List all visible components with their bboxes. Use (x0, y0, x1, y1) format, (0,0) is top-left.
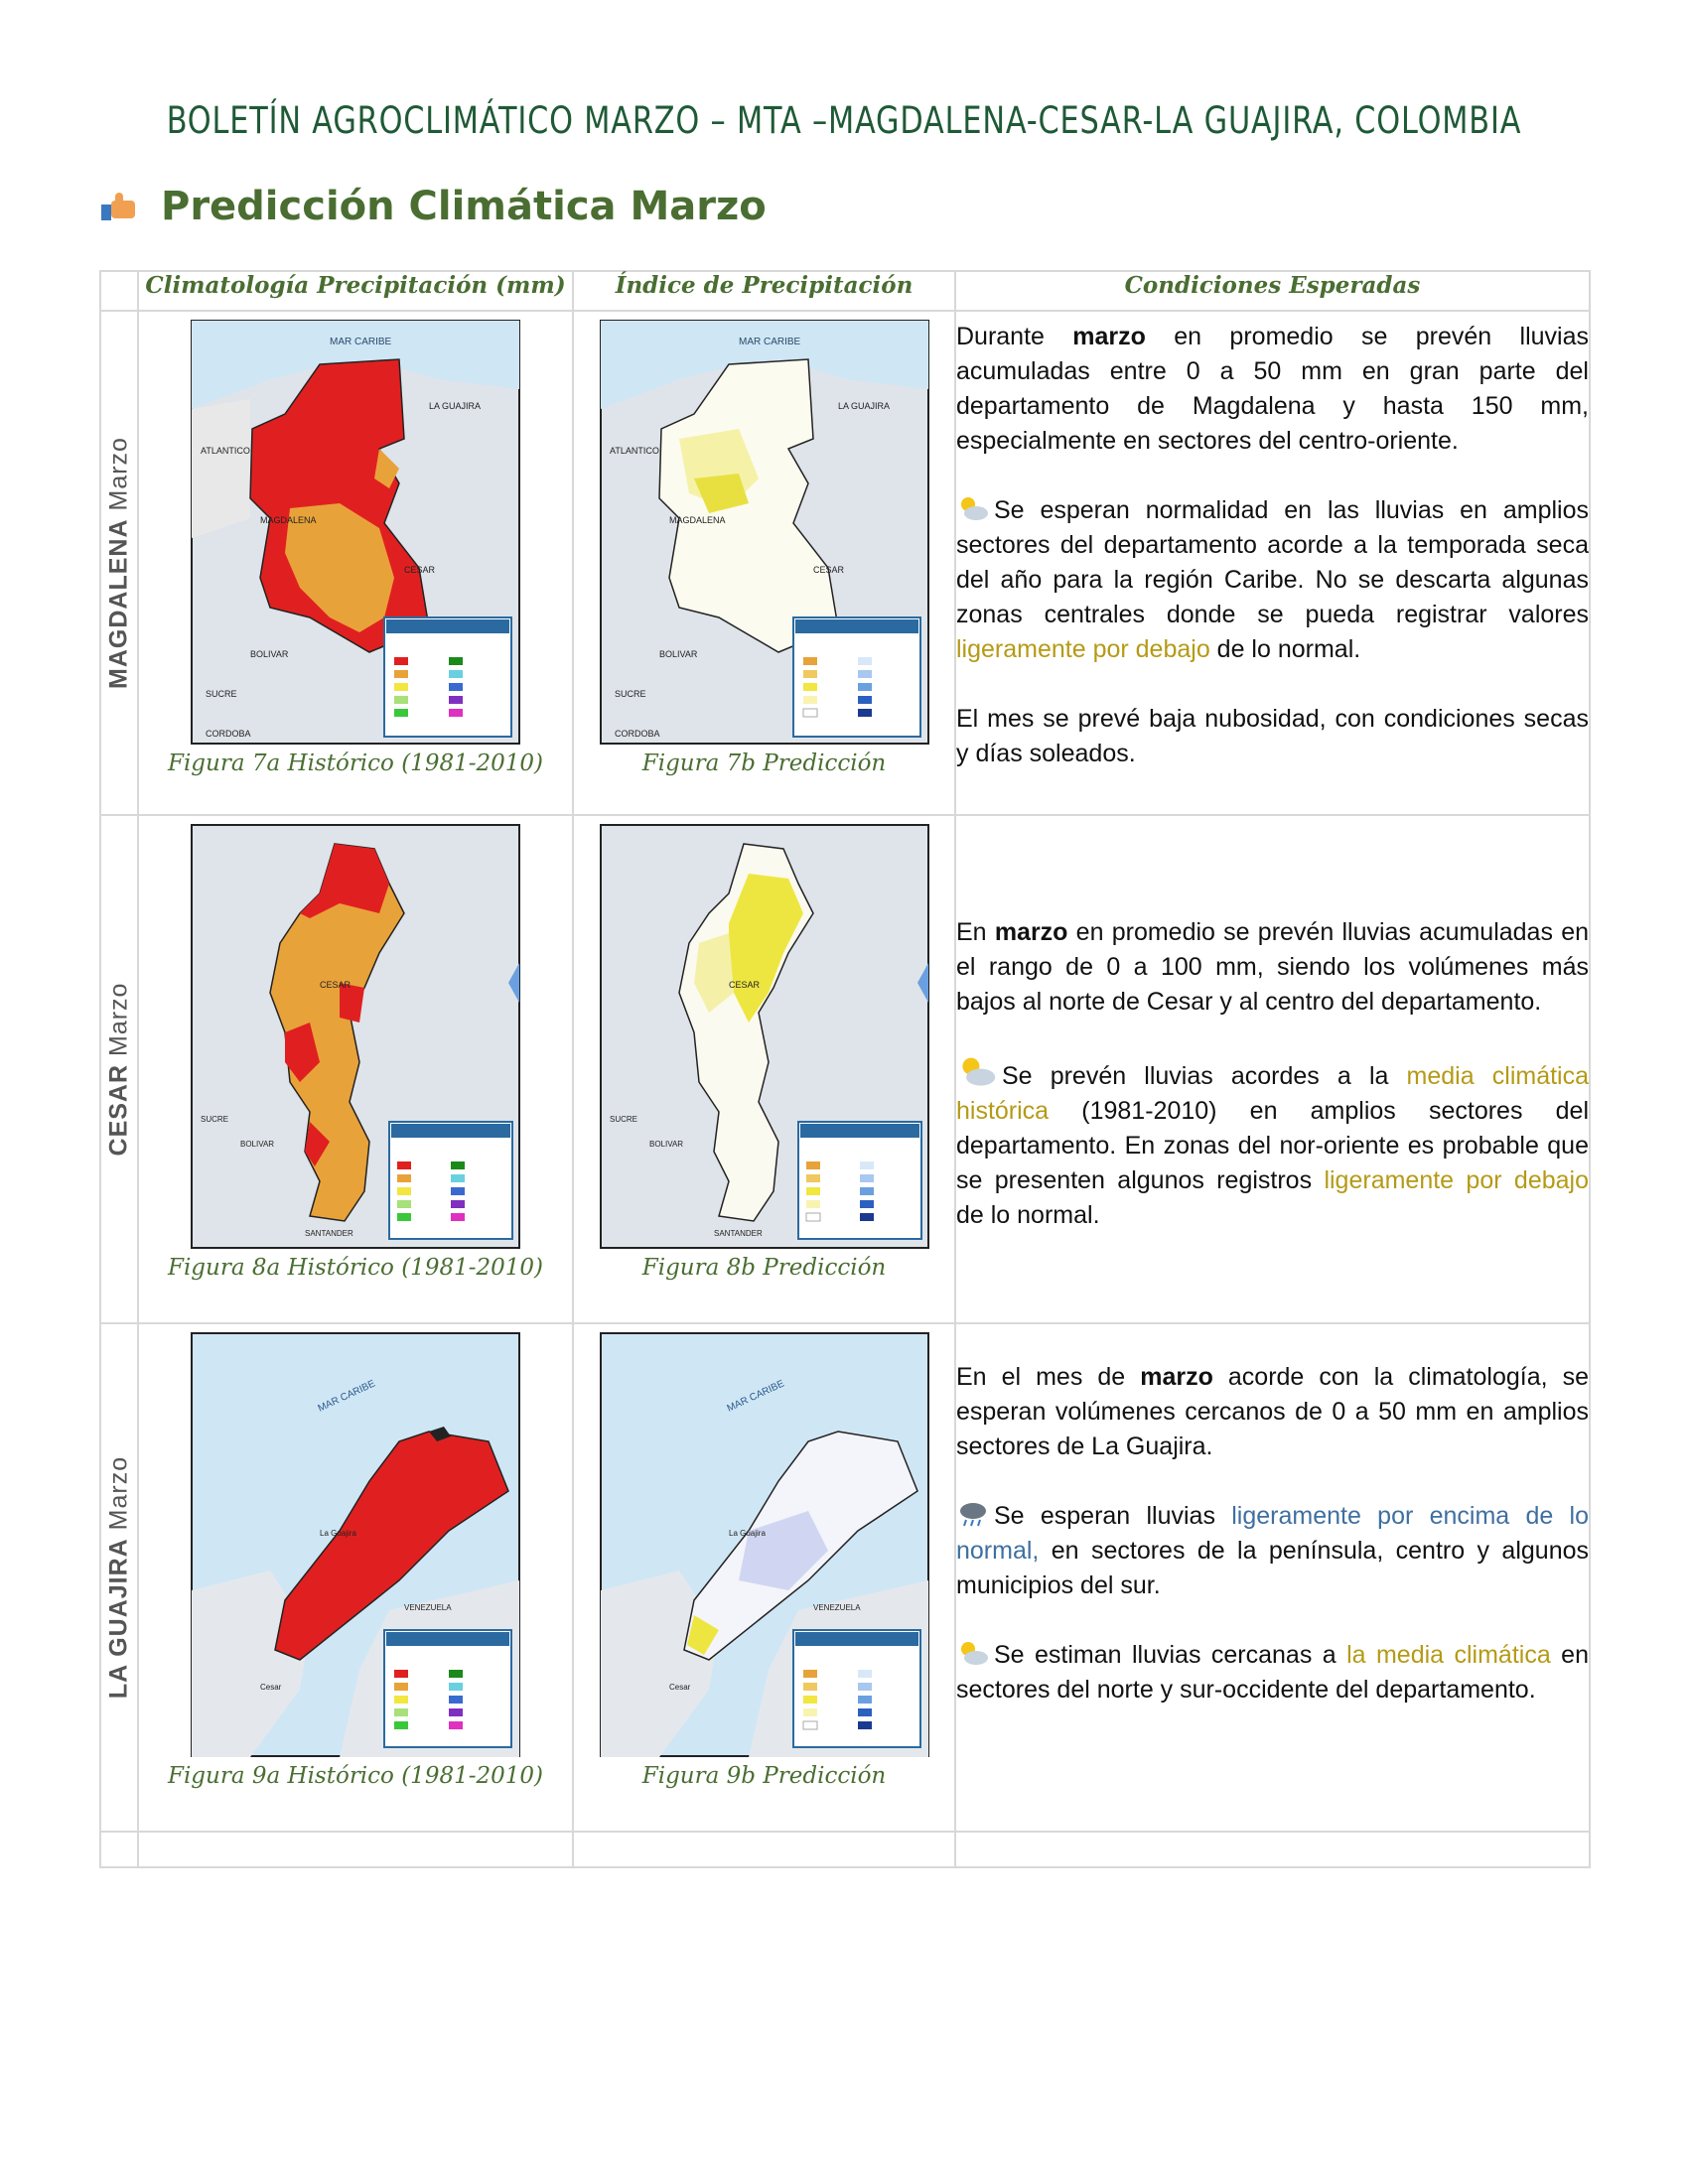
map-label-cordoba: CORDOBA (206, 729, 251, 739)
map-cell-9b (573, 1323, 955, 1832)
map-label-cordoba-b: CORDOBA (614, 729, 660, 739)
map-label-guajira-9b: La Guajira (728, 1529, 766, 1538)
corner-cell (100, 271, 138, 311)
column-header-historic: Climatología Precipitación (mm) (138, 271, 573, 311)
map-cell-9a (138, 1323, 573, 1832)
map-label-venezuela-9a: VENEZUELA (404, 1603, 452, 1612)
table-row-guajira (100, 1323, 1590, 1832)
forecast-table (99, 270, 1591, 1868)
paragraph-2: Se prevén lluvias acordes a la media climática histórica (1981-2010) en amplios sectores del departamento. En zonas del nor-oriente es probable que se presenten algunos registros ligeramente por debajo de lo normal. (956, 1054, 1589, 1233)
conditions-magdalena (955, 311, 1590, 815)
bulletin-header: BOLETÍN AGROCLIMÁTICO MARZO – MTA –MAGDALENA-CESAR-LA GUAJIRA, COLOMBIA (166, 99, 1522, 142)
paragraph-1: En el mes de marzo acorde con la climatología, se esperan volúmenes cercanos de 0 a 50 mm en amplios sectores de La Guajira. (956, 1363, 1589, 1460)
map-cell-7b (573, 311, 955, 815)
partly-cloudy-icon (956, 1054, 998, 1088)
map-label-bolivar-8a: BOLIVAR (240, 1140, 275, 1149)
paragraph-3: El mes se prevé baja nubosidad, con condiciones secas y días soleados. (956, 705, 1589, 767)
column-header-index: Índice de Precipitación (573, 271, 955, 311)
map-cell-8b (573, 815, 955, 1323)
table-row-magdalena (100, 311, 1590, 815)
column-header-conditions: Condiciones Esperadas (955, 271, 1590, 311)
figure-caption-7b: Figura 7b Predicción (641, 751, 887, 776)
row-label-guajira: LA GUAJIRA Marzo (100, 1323, 138, 1832)
section-title-text: Predicción Climática Marzo (161, 184, 767, 229)
map-label-sucre-b: SUCRE (614, 689, 646, 699)
map-cell-7a (138, 311, 573, 815)
thumbs-up-icon (99, 193, 139, 220)
map-label-cesar-8b: CESAR (728, 980, 760, 990)
figure-caption-9b: Figura 9b Predicción (641, 1763, 887, 1789)
figure-caption-9a: Figura 9a Histórico (1981-2010) (167, 1763, 543, 1789)
map-8b-prediction (600, 824, 929, 1249)
map-label-sea: MAR CARIBE (330, 337, 392, 347)
row-label-cesar: CESAR Marzo (100, 815, 138, 1323)
map-label-cesar-8a: CESAR (320, 980, 352, 990)
figure-caption-7a: Figura 7a Histórico (1981-2010) (167, 751, 543, 776)
map-label-magdalena-b: MAGDALENA (668, 515, 726, 525)
conditions-cesar (955, 815, 1590, 1323)
map-label-sucre: SUCRE (206, 689, 237, 699)
table-row-empty (100, 1832, 1590, 1867)
paragraph-2: Se esperan lluvias ligeramente por encima de lo normal, en sectores de la península, centro y algunos municipios del sur. (956, 1502, 1589, 1599)
map-label-santander-8b: SANTANDER (713, 1229, 763, 1238)
table-row-cesar (100, 815, 1590, 1323)
map-9a-historic (191, 1332, 520, 1757)
map-label-cesar-b: CESAR (812, 565, 844, 575)
rain-cloud-icon (956, 1500, 990, 1528)
map-9b-prediction (600, 1332, 929, 1757)
figure-caption-8a: Figura 8a Histórico (1981-2010) (167, 1255, 543, 1281)
map-label-cesar-9b: Cesar (668, 1683, 690, 1692)
map-7a-historic (191, 320, 520, 745)
map-label-guajira: LA GUAJIRA (429, 401, 482, 411)
map-label-guajira-b: LA GUAJIRA (837, 401, 890, 411)
map-label-cesar: CESAR (404, 565, 436, 575)
map-label-sea-b: MAR CARIBE (738, 337, 800, 347)
map-8a-historic (191, 824, 520, 1249)
map-label-sea-9b: MAR CARIBE (725, 1378, 786, 1415)
partly-sunny-icon (956, 1639, 990, 1667)
map-cell-8a (138, 815, 573, 1323)
paragraph-1: En marzo en promedio se prevén lluvias acumuladas en el rango de 0 a 100 mm, siendo los volúmenes más bajos al norte de Cesar y al centro del departamento. (956, 918, 1589, 1016)
map-7b-prediction (600, 320, 929, 745)
map-label-cesar-9a: Cesar (260, 1683, 282, 1692)
map-label-santander-8a: SANTANDER (305, 1229, 353, 1238)
map-label-sucre-8b: SUCRE (609, 1115, 637, 1124)
paragraph-1: Durante marzo en promedio se prevén lluvias acumuladas entre 0 a 50 mm en gran parte del departamento de Magdalena y hasta 150 mm, especialmente en sectores del centro-oriente. (956, 323, 1590, 455)
partly-sunny-icon (956, 494, 990, 522)
paragraph-3: Se estiman lluvias cercanas a la media climática en sectores del norte y sur-occidente del departamento. (956, 1641, 1589, 1704)
map-label-guajira-9a: La Guajira (320, 1529, 356, 1538)
map-label-bolivar-8b: BOLIVAR (648, 1140, 683, 1149)
map-label-sucre-8a: SUCRE (201, 1115, 229, 1124)
section-title (99, 184, 767, 229)
map-label-bolivar: BOLIVAR (250, 649, 289, 659)
map-label-bolivar-b: BOLIVAR (658, 649, 697, 659)
figure-caption-8b: Figura 8b Predicción (641, 1255, 887, 1281)
conditions-guajira (955, 1323, 1590, 1832)
row-label-magdalena: MAGDALENA Marzo (100, 311, 138, 815)
map-label-magdalena: MAGDALENA (260, 515, 317, 525)
map-label-atlantico-b: ATLANTICO (609, 446, 659, 456)
map-label-venezuela-9b: VENEZUELA (812, 1603, 861, 1612)
map-label-atlantico: ATLANTICO (201, 446, 250, 456)
paragraph-2: Se esperan normalidad en las lluvias en amplios sectores del departamento acorde a la temporada seca del año para la región Caribe. No se descarta algunas zonas centrales donde se pueda registrar valores ligeramente por debajo de lo normal. (956, 496, 1589, 663)
map-label-sea-9a: MAR CARIBE (316, 1378, 377, 1415)
